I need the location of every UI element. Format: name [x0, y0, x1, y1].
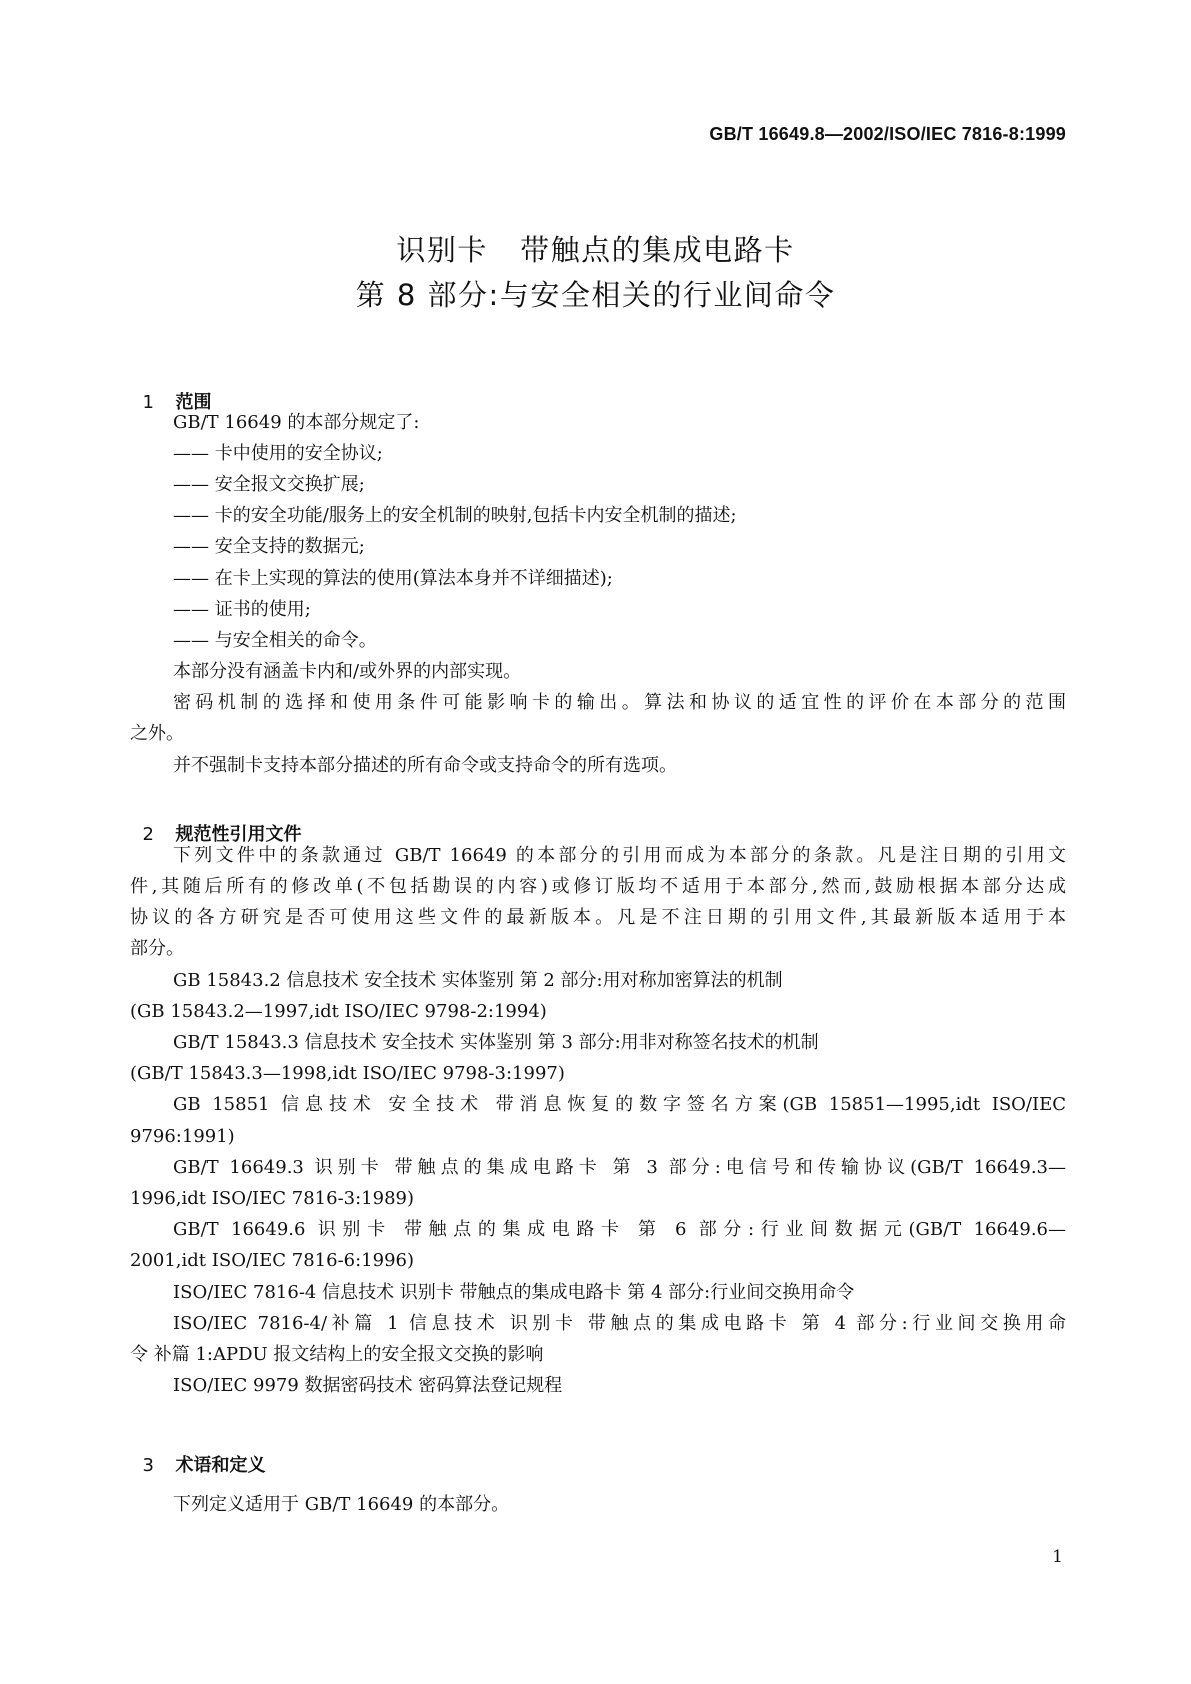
references-intro: 下列文件中的条款通过 GB/T 16649 的本部分的引用而成为本部分的条款。凡是注日期的引用文	[173, 845, 1066, 866]
scope-item: —— 证书的使用;	[173, 599, 311, 620]
scope-paragraph: 本部分没有涵盖卡内和/或外界的内部实现。	[173, 661, 522, 682]
reference-item-cont: (GB/T 15843.3—1998,idt ISO/IEC 9798-3:1997)	[130, 1063, 565, 1084]
scope-paragraph: 并不强制卡支持本部分描述的所有命令或支持命令的所有选项。	[173, 755, 677, 776]
section-title: 规范性引用文件	[175, 824, 302, 845]
references-intro: 件,其随后所有的修改单(不包括勘误的内容)或修订版均不适用于本部分,然而,鼓励根据本部分达成	[130, 876, 1066, 897]
reference-item-cont: (GB 15843.2—1997,idt ISO/IEC 9798-2:1994)	[130, 1001, 547, 1022]
reference-item: GB 15851 信息技术 安全技术 带消息恢复的数字签名方案(GB 15851—1995,idt ISO/IEC	[173, 1094, 1066, 1115]
references-intro: 部分。	[130, 938, 184, 959]
section-number: 2	[142, 824, 154, 845]
reference-item-cont: 令 补篇 1:APDU 报文结构上的安全报文交换的影响	[130, 1344, 544, 1365]
scope-item: —— 安全支持的数据元;	[173, 536, 365, 557]
references-intro: 协议的各方研究是否可使用这些文件的最新版本。凡是不注日期的引用文件,其最新版本适用于本	[130, 907, 1066, 928]
reference-item-cont: 1996,idt ISO/IEC 7816-3:1989)	[130, 1188, 415, 1209]
terms-intro: 下列定义适用于 GB/T 16649 的本部分。	[173, 1494, 510, 1515]
reference-item: GB/T 16649.3 识别卡 带触点的集成电路卡 第 3 部分:电信号和传输协议(GB/T 16649.3—	[173, 1157, 1066, 1178]
standard-number: GB/T 16649.8—2002/ISO/IEC 7816-8:1999	[709, 124, 1066, 144]
reference-item: ISO/IEC 7816-4 信息技术 识别卡 带触点的集成电路卡 第 4 部分:行业间交换用命令	[173, 1282, 855, 1303]
scope-item: —— 与安全相关的命令。	[173, 630, 377, 651]
scope-item: —— 安全报文交换扩展;	[173, 474, 365, 495]
section-title: 术语和定义	[175, 1455, 266, 1476]
reference-item: GB/T 16649.6 识别卡 带触点的集成电路卡 第 6 部分:行业间数据元(GB/T 16649.6—	[173, 1219, 1066, 1240]
document-title-line1: 识别卡 带触点的集成电路卡	[396, 233, 795, 267]
section-heading-terms	[130, 1430, 266, 1477]
reference-item: ISO/IEC 9979 数据密码技术 密码算法登记规程	[173, 1375, 563, 1396]
reference-item-cont: 2001,idt ISO/IEC 7816-6:1996)	[130, 1250, 415, 1271]
scope-paragraph: 密码机制的选择和使用条件可能影响卡的输出。算法和协议的适宜性的评价在本部分的范围	[173, 692, 1066, 713]
page-number: 1	[1052, 1547, 1063, 1567]
section-number: 1	[142, 392, 154, 413]
scope-intro: GB/T 16649 的本部分规定了:	[173, 412, 420, 433]
scope-item: —— 卡中使用的安全协议;	[173, 443, 383, 464]
reference-item-cont: 9796:1991)	[130, 1126, 235, 1147]
document-title-line2: 第 8 部分:与安全相关的行业间命令	[355, 278, 836, 312]
reference-item: ISO/IEC 7816-4/补篇 1 信息技术 识别卡 带触点的集成电路卡 第 4 部分:行业间交换用命	[173, 1313, 1066, 1334]
section-title: 范围	[175, 392, 212, 413]
reference-item: GB/T 15843.3 信息技术 安全技术 实体鉴别 第 3 部分:用非对称签名技术的机制	[173, 1032, 819, 1053]
section-number: 3	[142, 1455, 154, 1476]
scope-item: —— 在卡上实现的算法的使用(算法本身并不详细描述);	[173, 568, 613, 589]
reference-item: GB 15843.2 信息技术 安全技术 实体鉴别 第 2 部分:用对称加密算法的机制	[173, 970, 783, 991]
section-heading-references	[130, 799, 302, 846]
scope-item: —— 卡的安全功能/服务上的安全机制的映射,包括卡内安全机制的描述;	[173, 505, 737, 526]
scope-paragraph-cont: 之外。	[130, 723, 184, 744]
